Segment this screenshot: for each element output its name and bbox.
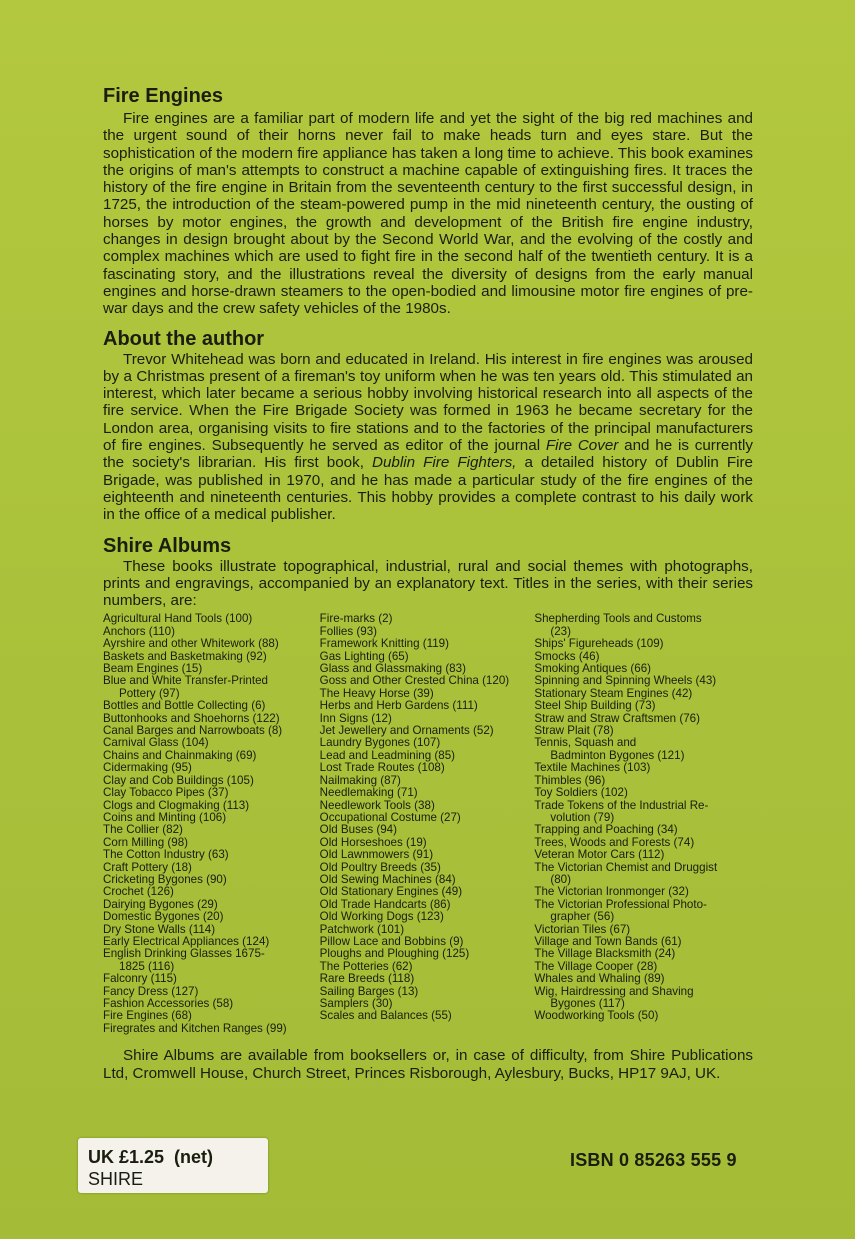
isbn: ISBN 0 85263 555 9 [570, 1150, 737, 1170]
series-title-text: Old Lawnmowers (91) [319, 848, 434, 862]
series-title-text: Village and Town Bands (61) [534, 934, 682, 948]
title-column-3 [534, 613, 753, 1035]
series-title-text: Fire-marks (2) [319, 612, 393, 626]
series-title [103, 948, 320, 973]
series-title-text: Glass and Glassmaking (83) [319, 662, 466, 676]
series-title-text: Fancy Dress (127) [103, 984, 199, 998]
series-title [103, 675, 320, 700]
series-title-text: Lead and Leadmining (85) [319, 748, 456, 762]
series-title-text: Goss and Other Crested China (120) [319, 674, 510, 688]
series-title-text: Needlemaking (71) [319, 786, 418, 800]
series-title-text: Trade Tokens of the Industrial Re- [534, 798, 709, 812]
series-title-text: Occupational Costume (27) [319, 810, 461, 824]
series-title-text: Needlework Tools (38) [319, 798, 435, 812]
series-title-text: Coins and Minting (106) [103, 810, 227, 824]
series-title-text: Veteran Motor Cars (112) [534, 848, 665, 862]
price-sticker [78, 1138, 268, 1193]
series-intro: These books illustrate topographical, industrial, rural and social themes with photographs, prints and engravings, accompanied by an explanatory text. Titles in the series, with their series numbers, are: [103, 557, 753, 610]
series-title-text: The Village Blacksmith (24) [534, 947, 676, 961]
series-title-text: Framework Knitting (119) [319, 637, 449, 651]
series-title-text: Early Electrical Appliances (124) [103, 934, 270, 948]
series-title-text: Rare Breeds (118) [319, 972, 415, 986]
series-title-text: Lost Trade Routes (108) [319, 761, 445, 775]
series-title-continuation: 1825 (116) [119, 959, 175, 973]
series-title-text: Whales and Whaling (89) [534, 972, 665, 986]
series-title-text: Jet Jewellery and Ornaments (52) [319, 724, 494, 738]
series-title-text: Woodworking Tools (50) [534, 1009, 659, 1023]
title-list [103, 613, 753, 1035]
series-title-text: Wig, Hairdressing and Shaving [534, 984, 694, 998]
series-title-text: Agricultural Hand Tools (100) [103, 612, 253, 626]
series-title-text: Ploughs and Ploughing (125) [319, 947, 470, 961]
series-title-text: Straw and Straw Craftsmen (76) [534, 711, 700, 725]
book-title: Dublin Fire Fighters, [372, 454, 517, 472]
series-title-text: Straw Plait (78) [534, 724, 614, 738]
series-title [534, 862, 753, 887]
series-title-text: The Potteries (62) [319, 959, 413, 973]
series-title-text: Fire Engines (68) [103, 1009, 192, 1023]
series-title-text: Crochet (126) [103, 885, 174, 899]
series-title-text: Chains and Chainmaking (69) [103, 748, 257, 762]
series-title-text: The Village Cooper (28) [534, 959, 658, 973]
series-title-text: Old Trade Handcarts (86) [319, 897, 451, 911]
series-title-text: Steel Ship Building (73) [534, 699, 656, 713]
series-title-text: Stationary Steam Engines (42) [534, 686, 693, 700]
series-title-text: The Victorian Chemist and Druggist [534, 860, 718, 874]
series-title-text: Carnival Glass (104) [103, 736, 209, 750]
series-title-text: Thimbles (96) [534, 773, 606, 787]
series-title-text: Gas Lighting (65) [319, 649, 409, 663]
series-title-text: English Drinking Glasses 1675- [103, 947, 265, 961]
series-title-text: Shepherding Tools and Customs [534, 612, 702, 626]
fire-engines-heading: Fire Engines [103, 85, 224, 107]
series-title-text: Herbs and Herb Gardens (111) [319, 699, 478, 713]
series-title-text: Textile Machines (103) [534, 761, 651, 775]
series-title-text: Dry Stone Walls (114) [103, 922, 216, 936]
series-title-text: Laundry Bygones (107) [319, 736, 441, 750]
journal-title: Fire Cover [545, 437, 619, 455]
series-title-text: Old Stationary Engines (49) [319, 885, 463, 899]
series-title [534, 986, 753, 1011]
series-title-text: The Heavy Horse (39) [319, 686, 434, 700]
series-title-text: Spinning and Spinning Wheels (43) [534, 674, 717, 688]
series-title [103, 1023, 320, 1035]
series-title-text: Scales and Balances (55) [319, 1009, 452, 1023]
series-title [534, 899, 753, 924]
series-title-continuation: grapher (56) [550, 910, 615, 924]
series-title-text: Nailmaking (87) [319, 773, 401, 787]
bio-text-1: Trevor Whitehead was born and educated in Ireland. His interest in fire engines was aroused by a Christmas present of a fireman's toy uniform when he was ten years old. This stimulated an interest, which later became a serious hobby involving historical research into all aspects of the fire service. When the Fire Brigade Society was formed in 1963 he became secretary for the London area, organising visits to fire stations and to the factories of the principal manufacturers of fire engines. Subsequently he served as editor of the journal [103, 350, 753, 455]
availability-note: Shire Albums are available from booksellers or, in case of difficulty, from Shire Publications Ltd, Cromwell House, Church Street, Princes Risborough, Aylesbury, Bucks, HP17 9AJ, UK. [103, 1047, 753, 1082]
series-title-text: Clay Tobacco Pipes (37) [103, 786, 229, 800]
title-column-2 [320, 613, 535, 1035]
series-title-text: Toy Soldiers (102) [534, 786, 628, 800]
series-title-text: Old Poultry Breeds (35) [319, 860, 441, 874]
series-title-text: Blue and White Transfer-Printed [103, 674, 268, 688]
series-title-text: Baskets and Basketmaking (92) [103, 649, 267, 663]
series-title [534, 800, 753, 825]
series-heading: Shire Albums [103, 534, 232, 557]
series-title-text: Old Buses (94) [319, 823, 397, 837]
bio-text-3: a detailed history of Dublin Fire Brigade, was published in 1970, and he has made a particular study of the fire engines of the eighteenth and nineteenth centuries. This hobby provides a complete contrast to his daily work in the office of a medical publisher. [103, 454, 753, 524]
series-title-text: Fashion Accessories (58) [103, 997, 234, 1011]
series-title-text: The Cotton Industry (63) [103, 848, 229, 862]
series-title-text: Tennis, Squash and [534, 736, 637, 750]
content [103, 84, 753, 1082]
series-title-text: Pillow Lace and Bobbins (9) [319, 934, 464, 948]
series-title [534, 1010, 753, 1022]
publisher-name: SHIRE [88, 1169, 144, 1189]
series-title-text: Clay and Cob Buildings (105) [103, 773, 254, 787]
series-title-text: The Victorian Professional Photo- [534, 897, 707, 911]
price: UK £1.25 (net) [88, 1147, 214, 1167]
series-title [534, 737, 753, 762]
series-title-text: Clogs and Clogmaking (113) [103, 798, 250, 812]
series-title-text: Dairying Bygones (29) [103, 897, 218, 911]
series-title-text: Samplers (30) [319, 997, 393, 1011]
series-title-text: Cidermaking (95) [103, 761, 192, 775]
series-title-text: Bottles and Bottle Collecting (6) [103, 699, 266, 713]
series-title-continuation: (80) [550, 872, 571, 886]
series-title-text: Trapping and Poaching (34) [534, 823, 678, 837]
series-title-text: Canal Barges and Narrowboats (8) [103, 724, 283, 738]
series-title-text: Corn Milling (98) [103, 835, 189, 849]
series-title-text: Domestic Bygones (20) [103, 910, 224, 924]
series-title-text: Follies (93) [319, 624, 378, 638]
series-title-text: Smoking Antiques (66) [534, 662, 652, 676]
author-biography [103, 351, 753, 524]
series-title-text: Beam Engines (15) [103, 662, 203, 676]
series-title-text: Old Sewing Machines (84) [319, 872, 456, 886]
series-title-text: Anchors (110) [103, 624, 175, 638]
series-title-text: Inn Signs (12) [319, 711, 392, 725]
series-title-text: Firegrates and Kitchen Ranges (99) [103, 1021, 287, 1035]
title-column-1 [103, 613, 320, 1035]
series-title-text: The Victorian Ironmonger (32) [534, 885, 689, 899]
series-title [320, 1010, 535, 1022]
series-title-text: Old Working Dogs (123) [319, 910, 444, 924]
series-title-text: Sailing Barges (13) [319, 984, 419, 998]
series-title-continuation: (23) [550, 624, 571, 638]
series-title-continuation: Badminton Bygones (121) [550, 748, 685, 762]
series-title-text: Trees, Woods and Forests (74) [534, 835, 695, 849]
series-title-continuation: volution (79) [550, 810, 615, 824]
series-title-continuation: Pottery (97) [119, 686, 180, 700]
series-title-text: Ayrshire and other Whitework (88) [103, 637, 279, 651]
bio-text-2: and he is currently the society's librarian. His first book, [103, 437, 753, 472]
author-heading: About the author [103, 327, 265, 350]
series-title-text: Falconry (115) [103, 972, 177, 986]
series-title-text: Craft Pottery (18) [103, 860, 192, 874]
series-title-text: Patchwork (101) [319, 922, 405, 936]
series-title-text: Buttonhooks and Shoehorns (122) [103, 711, 280, 725]
series-title-text: The Collier (82) [103, 823, 183, 837]
series-title-text: Old Horseshoes (19) [319, 835, 427, 849]
series-title-text: Smocks (46) [534, 649, 600, 663]
series-title-text: Victorian Tiles (67) [534, 922, 631, 936]
series-title-continuation: Bygones (117) [550, 997, 625, 1011]
series-title-text: Ships' Figureheads (109) [534, 637, 664, 651]
fire-engines-description: Fire engines are a familiar part of modern life and yet the sight of the big red machines and the urgent sound of their horns never fail to make heads turn and eyes stare. But the sophistication of the modern fire appliance has taken a long time to achieve. This book examines the origins of man's attempts to construct a machine capable of extinguishing fires. It traces the history of the fire engine in Britain from the seventeenth century to the first successful design, in 1725, the introduction of the steam-powered pump in the mid nineteenth century, the ousting of horses by motor engines, the growth and development of the British fire engine industry, changes in design brought about by the Second World War, and the evolving of the costly and complex machines which are used to fight fire in the second half of the twentieth century. It is a fascinating story, and the illustrations reveal the diversity of designs from the early manual engines and horse-drawn steamers to the open-bodied and limousine motor fire engines of pre-war days and the crew safety vehicles of the 1980s. [103, 110, 753, 318]
series-title [534, 613, 753, 638]
series-title-text: Cricketing Bygones (90) [103, 872, 227, 886]
